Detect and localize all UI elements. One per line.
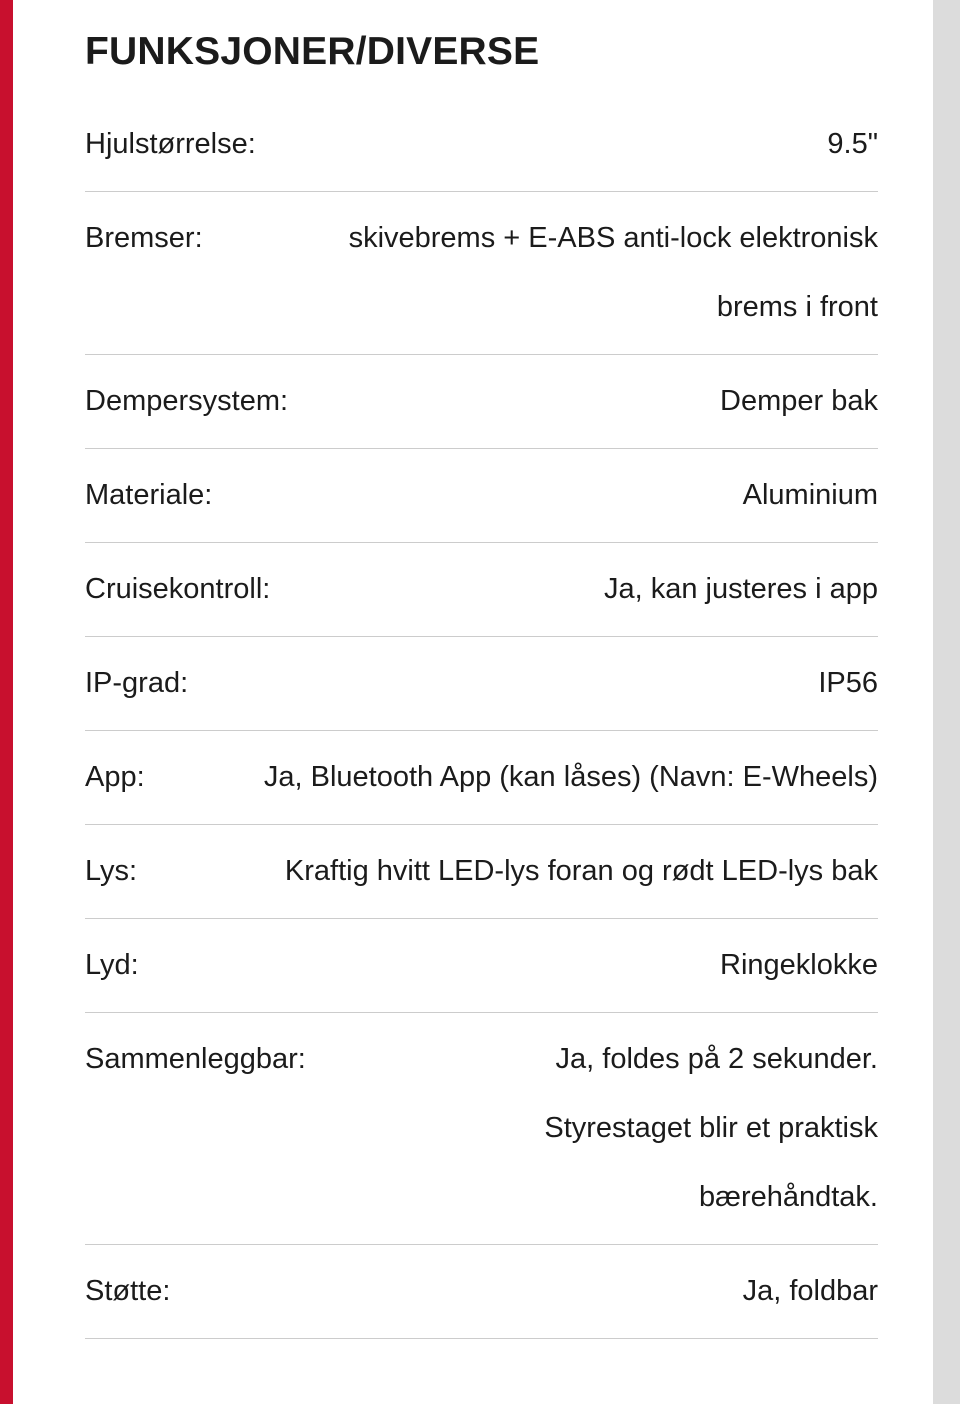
spec-row-dempersystem bbox=[85, 355, 878, 449]
spec-value: Ja, foldbar bbox=[742, 1275, 878, 1307]
spec-label: Cruisekontroll: bbox=[85, 573, 271, 605]
spec-section bbox=[85, 0, 878, 1339]
spec-row-sammenleggbar bbox=[85, 1013, 878, 1245]
spec-label: Materiale: bbox=[85, 479, 213, 511]
spec-label: Hjulstørrelse: bbox=[85, 128, 256, 160]
spec-value: Ja, foldes på 2 sekunder. Styrestaget blir et praktisk bærehåndtak. bbox=[544, 1043, 878, 1213]
spec-row-materiale bbox=[85, 449, 878, 543]
spec-value: IP56 bbox=[818, 667, 878, 699]
spec-label: Dempersystem: bbox=[85, 385, 289, 417]
spec-row-lyd bbox=[85, 919, 878, 1013]
spec-value: 9.5" bbox=[827, 128, 878, 160]
spec-label: Lys: bbox=[85, 855, 138, 887]
spec-value: skivebrems + E-ABS anti-lock elektronisk brems i front bbox=[348, 222, 878, 323]
spec-label: Bremser: bbox=[85, 222, 203, 254]
spec-row-bremser bbox=[85, 192, 878, 355]
spec-label: IP-grad: bbox=[85, 667, 189, 699]
spec-value: Aluminium bbox=[742, 479, 878, 511]
spec-row-cruisekontroll bbox=[85, 543, 878, 637]
section-title: FUNKSJONER/DIVERSE bbox=[85, 30, 540, 73]
spec-row-stotte bbox=[85, 1245, 878, 1339]
spec-row-ip-grad bbox=[85, 637, 878, 731]
spec-value: Kraftig hvitt LED-lys foran og rødt LED-lys bak bbox=[284, 855, 878, 887]
spec-row-hjulstorrelse bbox=[85, 98, 878, 192]
spec-value: Ja, kan justeres i app bbox=[603, 573, 878, 605]
spec-label: Sammenleggbar: bbox=[85, 1043, 306, 1075]
spec-value: Ringeklokke bbox=[720, 949, 878, 981]
spec-label: App: bbox=[85, 761, 145, 793]
spec-value: Ja, Bluetooth App (kan låses) (Navn: E-Wheels) bbox=[263, 761, 878, 793]
spec-table bbox=[85, 98, 878, 1339]
scrollbar-track[interactable] bbox=[933, 0, 960, 1404]
spec-row-app bbox=[85, 731, 878, 825]
spec-value: Demper bak bbox=[720, 385, 878, 417]
spec-row-lys bbox=[85, 825, 878, 919]
spec-label: Støtte: bbox=[85, 1275, 171, 1307]
left-accent-bar bbox=[0, 0, 13, 1404]
spec-label: Lyd: bbox=[85, 949, 139, 981]
